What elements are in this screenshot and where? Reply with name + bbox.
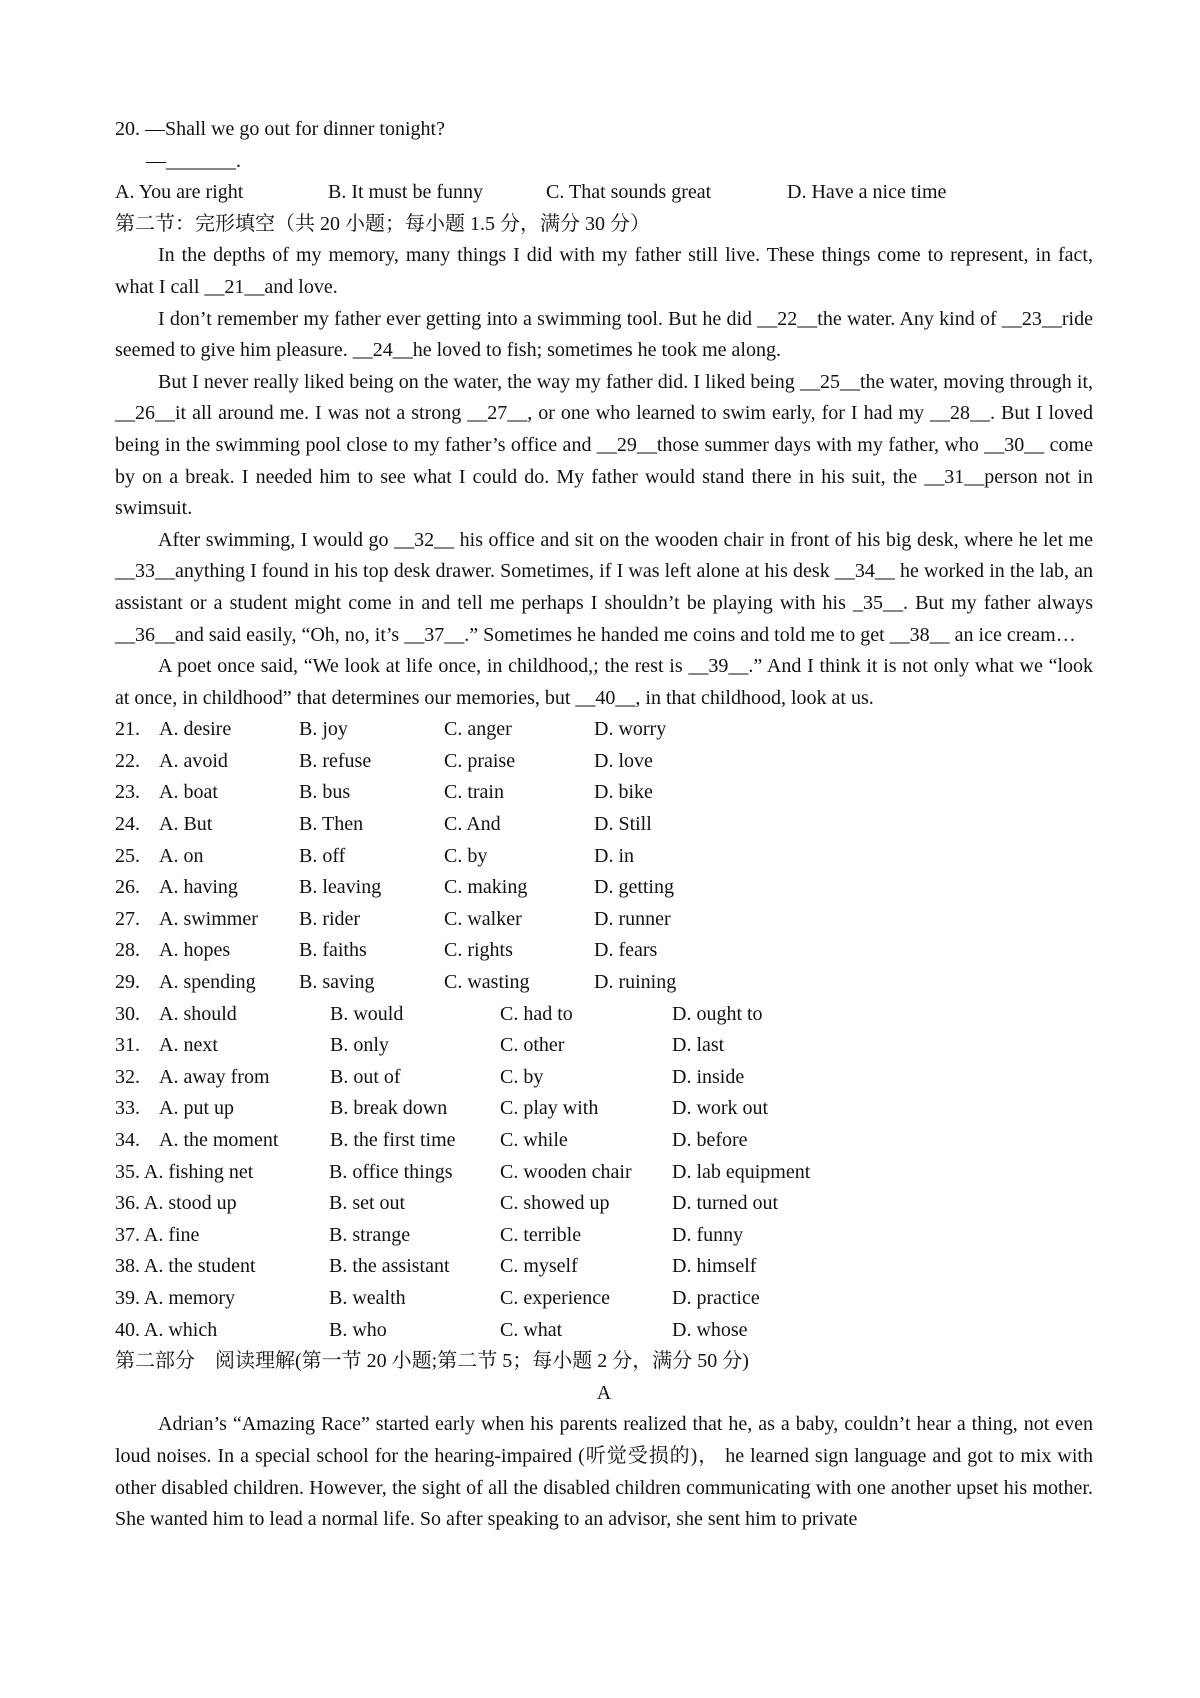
option-b: B. set out	[329, 1192, 406, 1215]
option-b: B. only	[330, 1034, 389, 1057]
option-d: D. Still	[594, 813, 652, 836]
option-c: C. while	[500, 1129, 568, 1151]
option-d: D. fears	[594, 939, 658, 962]
option-c: C. making	[444, 876, 528, 899]
option-b: B. wealth	[329, 1286, 406, 1309]
option-b: B. leaving	[299, 876, 382, 899]
option-b: B. joy	[299, 718, 348, 741]
option-c: C. And	[444, 813, 501, 836]
option-b: B. strange	[329, 1223, 411, 1246]
question-number: 28.	[115, 939, 140, 962]
option-b: B. who	[329, 1318, 387, 1341]
option-c: C. train	[444, 781, 504, 804]
option-a: 40. A. which	[115, 1318, 218, 1341]
option-c: C. other	[500, 1034, 565, 1057]
cloze-option-row	[115, 1315, 1093, 1347]
cloze-option-row	[115, 1157, 1093, 1189]
option-a: 38. A. the student	[115, 1255, 256, 1278]
option-d: D. bike	[594, 781, 653, 804]
cloze-option-row	[115, 809, 1093, 841]
cloze-option-row	[115, 967, 1093, 999]
question-20-answer-blank: —_______.	[146, 149, 241, 172]
question-number: 23.	[115, 781, 140, 804]
option-b: B. faiths	[299, 939, 367, 962]
question-number: 31.	[115, 1034, 140, 1057]
option-d: D. work out	[672, 1097, 769, 1120]
option-a: 39. A. memory	[115, 1286, 235, 1309]
option-c: C. experience	[500, 1286, 610, 1309]
option-b: B. It must be funny	[328, 181, 483, 204]
question-number: 33.	[115, 1097, 140, 1120]
question-number: 29.	[115, 971, 140, 994]
cloze-option-row	[115, 1030, 1093, 1062]
question-number: 30.	[115, 1002, 140, 1025]
cloze-option-row	[115, 999, 1093, 1031]
option-c: C. terrible	[500, 1223, 582, 1246]
option-d: D. turned out	[672, 1192, 779, 1215]
option-a: A. spending	[159, 971, 256, 994]
option-c: C. That sounds great	[546, 181, 712, 204]
option-a: A. avoid	[159, 749, 228, 772]
cloze-options-35-40	[115, 1157, 1093, 1347]
option-d: D. before	[672, 1129, 748, 1151]
option-d: D. whose	[672, 1318, 748, 1341]
cloze-paragraph-4: After swimming, I would go __32__ his office and sit on the wooden chair in front of his big desk, where he let me __33__anything I found in his top desk drawer. Sometimes, if I was left alone at his desk __34__ he worked in the lab, an assistant or a student might come in and tell me perhaps I shouldn’t be playing with his _35__. But my father always __36__and said easily, “Oh, no, it’s __37__.” Sometimes he handed me coins and told me to get __38__ an ice cream…	[115, 528, 1093, 646]
cloze-option-row	[115, 841, 1093, 873]
option-d: D. practice	[672, 1286, 760, 1309]
option-d: D. last	[672, 1034, 725, 1057]
cloze-option-row	[115, 714, 1093, 746]
cloze-options-21-29	[115, 714, 1093, 998]
question-number: 24.	[115, 813, 140, 836]
option-b: B. bus	[299, 781, 351, 804]
option-a: A. But	[159, 813, 213, 836]
question-number: 21.	[115, 718, 140, 741]
option-b: B. refuse	[299, 749, 372, 772]
option-d: D. lab equipment	[672, 1160, 811, 1183]
option-a: A. hopes	[159, 939, 231, 962]
option-d: D. ought to	[672, 1002, 763, 1025]
option-c: C. showed up	[500, 1192, 610, 1215]
option-c: C. walker	[444, 907, 522, 930]
option-a: A. the moment	[159, 1129, 279, 1151]
reading-paragraph: Adrian’s “Amazing Race” started early when his parents realized that he, as a baby, couldn’t hear a thing, not even loud noises. In a special school for the hearing-impaired (听觉受损的)， he learned sign language and got to mix with other disabled children. However, the sight of all the disabled children communicating with one another upset his mother. She wanted him to lead a normal life. So after speaking to an advisor, she sent him to private	[115, 1413, 1093, 1531]
option-b: B. the assistant	[329, 1255, 450, 1278]
option-c: C. by	[444, 844, 488, 867]
question-number: 22.	[115, 749, 140, 772]
option-d: D. worry	[594, 718, 667, 741]
option-a: A. You are right	[115, 181, 244, 204]
option-b: B. off	[299, 844, 346, 867]
section-2-title: 第二节：完形填空（共 20 小题；每小题 1.5 分，满分 30 分）	[115, 212, 650, 235]
cloze-option-row	[115, 935, 1093, 967]
option-a: A. having	[159, 876, 238, 899]
option-b: B. rider	[299, 907, 361, 930]
option-c: C. anger	[444, 718, 512, 741]
question-20-options	[115, 177, 1093, 209]
option-d: D. love	[594, 749, 653, 772]
passage-label: A	[596, 1381, 612, 1404]
cloze-paragraph-3: But I never really liked being on the water, the way my father did. I liked being __25__the water, moving through it, __26__it all around me. I was not a strong __27__, or one who learned to swim early, for I had my __28__. But I loved being in the swimming pool close to my father’s office and __29__those summer days with my father, who __30__ come by on a break. I needed him to see what I could do. My father would stand there in his suit, the __31__person not in swimsuit.	[115, 370, 1093, 520]
option-c: C. by	[500, 1065, 544, 1088]
option-c: C. what	[500, 1318, 563, 1341]
option-c: C. had to	[500, 1002, 573, 1025]
question-number: 27.	[115, 907, 140, 930]
option-a: A. should	[159, 1002, 237, 1025]
cloze-option-row	[115, 1125, 1093, 1157]
option-a: 35. A. fishing net	[115, 1160, 254, 1183]
option-d: D. himself	[672, 1255, 757, 1278]
option-b: B. out of	[330, 1065, 401, 1088]
cloze-option-row	[115, 904, 1093, 936]
option-a: A. swimmer	[159, 907, 258, 930]
cloze-option-row	[115, 1283, 1093, 1315]
option-d: D. runner	[594, 907, 671, 930]
exam-page	[115, 114, 1093, 1536]
option-d: D. getting	[594, 876, 674, 899]
cloze-option-row	[115, 777, 1093, 809]
option-a: A. desire	[159, 718, 232, 741]
cloze-option-row	[115, 1062, 1093, 1094]
cloze-option-row	[115, 1093, 1093, 1125]
question-number: 26.	[115, 876, 140, 899]
option-c: C. myself	[500, 1255, 578, 1278]
option-a: A. next	[159, 1034, 218, 1057]
question-number: 25.	[115, 844, 140, 867]
option-b: B. Then	[299, 813, 364, 836]
option-c: C. play with	[500, 1097, 599, 1120]
option-a: 36. A. stood up	[115, 1192, 237, 1215]
cloze-option-row	[115, 1220, 1093, 1252]
option-b: B. break down	[330, 1097, 448, 1120]
cloze-paragraph-5: A poet once said, “We look at life once, in childhood,; the rest is __39__.” And I think it is not only what we “look at once, in childhood” that determines our memories, but __40__, in that childhood, look at us.	[115, 655, 1093, 709]
question-number: 34.	[115, 1129, 140, 1151]
question-20-stem: 20. —Shall we go out for dinner tonight?	[115, 118, 445, 140]
cloze-paragraph-2: I don’t remember my father ever getting into a swimming tool. But he did __22__the water. Any kind of __23__ride seemed to give him pleasure. __24__he loved to fish; sometimes he took me along.	[115, 307, 1093, 362]
option-d: D. inside	[672, 1065, 745, 1088]
option-d: D. in	[594, 844, 634, 867]
question-number: 32.	[115, 1065, 140, 1088]
part-2-title: 第二部分 阅读理解(第一节 20 小题;第二节 5；每小题 2 分，满分 50 分)	[115, 1350, 749, 1373]
option-a: A. away from	[159, 1065, 270, 1088]
option-a: A. put up	[159, 1097, 234, 1120]
option-c: C. praise	[444, 749, 516, 772]
option-a: 37. A. fine	[115, 1223, 200, 1246]
option-a: A. boat	[159, 781, 218, 804]
option-d: D. funny	[672, 1223, 744, 1246]
option-b: B. the first time	[330, 1129, 456, 1151]
option-c: C. wasting	[444, 971, 530, 994]
option-a: A. on	[159, 844, 204, 867]
cloze-options-30-34	[115, 999, 1093, 1157]
option-c: C. wooden chair	[500, 1160, 632, 1183]
option-d: D. Have a nice time	[787, 181, 947, 204]
option-c: C. rights	[444, 939, 513, 962]
option-b: B. office things	[329, 1160, 453, 1183]
option-b: B. saving	[299, 971, 375, 994]
cloze-option-row	[115, 872, 1093, 904]
cloze-option-row	[115, 746, 1093, 778]
cloze-option-row	[115, 1188, 1093, 1220]
option-d: D. ruining	[594, 971, 677, 994]
cloze-paragraph-1: In the depths of my memory, many things I did with my father still live. These things come to represent, in fact, what I call __21__and love.	[115, 244, 1093, 298]
cloze-option-row	[115, 1251, 1093, 1283]
option-b: B. would	[330, 1002, 404, 1025]
